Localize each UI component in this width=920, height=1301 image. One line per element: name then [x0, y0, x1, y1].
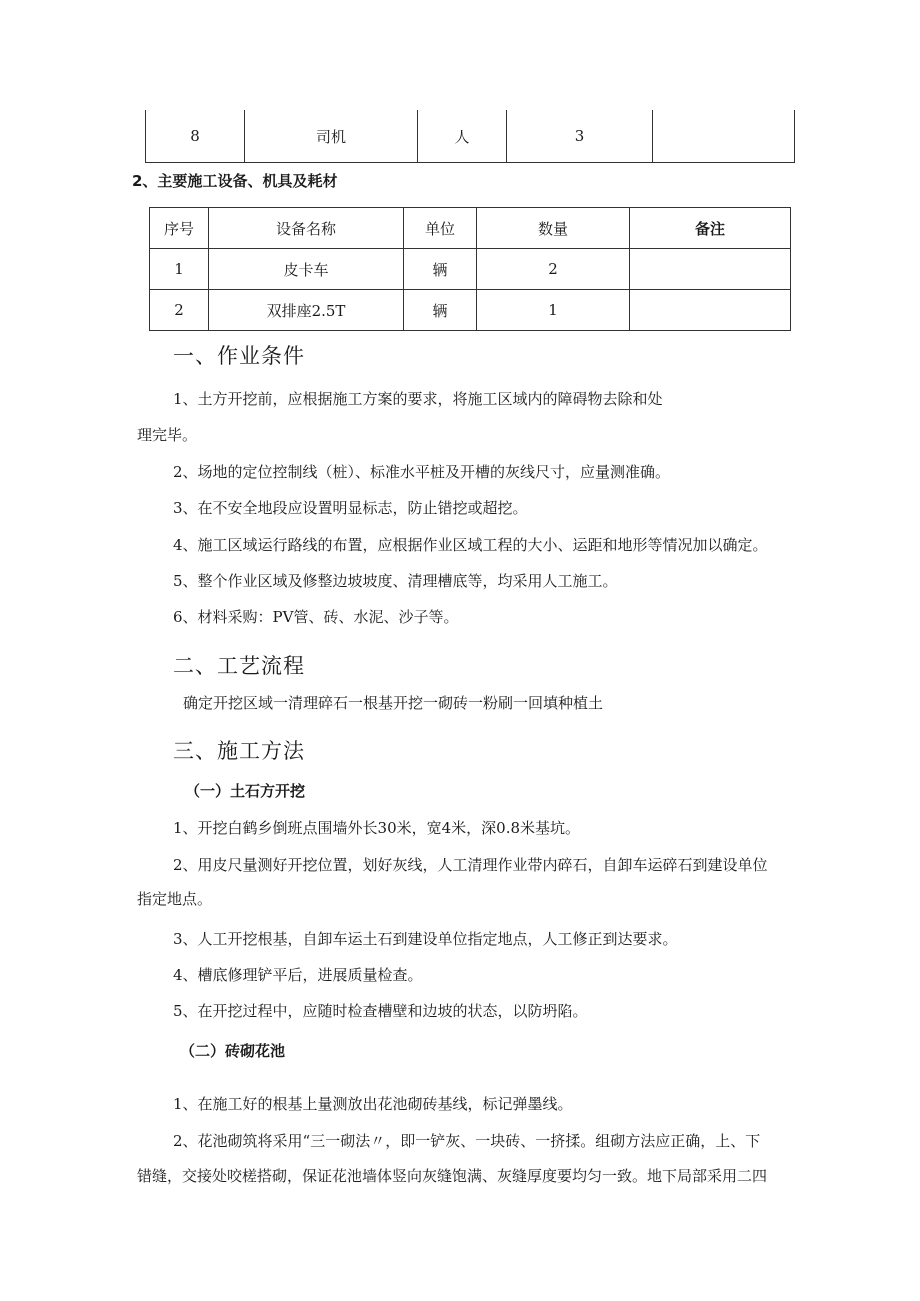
paragraph: 指定地点。	[137, 890, 213, 908]
table-cell: 2	[477, 249, 630, 290]
process-flow: 确定开挖区域一清理碎石一根基开挖一砌砖一粉刷一回填种植土	[183, 694, 604, 712]
column-header: 设备名称	[209, 208, 404, 249]
table-row	[146, 110, 795, 163]
paragraph: 5、整个作业区域及修整边坡坡度、清理槽底等，均采用人工施工。	[173, 572, 618, 590]
table-cell	[630, 249, 791, 290]
table-cell: 辆	[404, 290, 477, 331]
column-header: 单位	[404, 208, 477, 249]
table-cell: 2	[150, 290, 209, 331]
table-cell: 8	[146, 110, 245, 163]
table-cell: 皮卡车	[209, 249, 404, 290]
subsection-title-flowerbed: （二）砖砌花池	[180, 1042, 286, 1060]
paragraph: 理完毕。	[137, 426, 198, 444]
paragraph: 3、在不安全地段应设置明显标志，防止错挖或超挖。	[173, 499, 528, 517]
table-header-row	[150, 208, 791, 249]
paragraph: 4、槽底修理铲平后，进展质量检查。	[173, 966, 423, 984]
section-title-conditions: 一、作业条件	[173, 344, 305, 368]
table-cell: 司机	[245, 110, 418, 163]
paragraph: 4、施工区域运行路线的布置，应根据作业区域工程的大小、运距和地形等情况加以确定。	[173, 536, 768, 554]
table-row	[150, 290, 791, 331]
paragraph: 5、在开挖过程中，应随时检查槽壁和边坡的状态，以防坍陷。	[173, 1002, 588, 1020]
paragraph: 2、花池砌筑将采用“三一砌法〃，即一铲灰、一块砖、一挤揉。组砌方法应正确，上、下	[173, 1132, 761, 1150]
section-title-method: 三、施工方法	[173, 739, 305, 763]
paragraph: 1、开挖白鹤乡倒班点围墙外长30米，宽4米，深0.8米基坑。	[173, 819, 581, 837]
subsection-title-excavation: （一）土石方开挖	[185, 782, 306, 800]
table-cell: 人	[418, 110, 507, 163]
table-cell	[630, 290, 791, 331]
paragraph: 6、材料采购：PV管、砖、水泥、沙子等。	[173, 608, 459, 626]
section-title-process: 二、工艺流程	[173, 654, 305, 678]
paragraph: 2、用皮尺量测好开挖位置，划好灰线，人工清理作业带内碎石，自卸车运碎石到建设单位	[173, 856, 768, 874]
column-header: 序号	[150, 208, 209, 249]
table-cell: 辆	[404, 249, 477, 290]
paragraph: 错缝，交接处咬槎搭砌，保证花池墙体竖向灰缝饱满、灰缝厚度要均匀一致。地下局部采用二四	[137, 1167, 768, 1185]
staff-table-fragment	[145, 110, 795, 163]
table-cell	[653, 110, 795, 163]
table-cell: 1	[477, 290, 630, 331]
section-heading-equipment: 2、主要施工设备、机具及耗材	[132, 172, 338, 190]
column-header: 备注	[630, 208, 791, 249]
paragraph: 1、在施工好的根基上量测放出花池砌砖基线，标记弹墨线。	[173, 1095, 573, 1113]
equipment-table	[149, 207, 791, 331]
table-row	[150, 249, 791, 290]
paragraph: 2、场地的定位控制线（桩）、标准水平桩及开槽的灰线尺寸，应量测准确。	[173, 463, 671, 481]
paragraph: 3、人工开挖根基，自卸车运土石到建设单位指定地点，人工修正到达要求。	[173, 930, 678, 948]
column-header: 数量	[477, 208, 630, 249]
paragraph: 1、土方开挖前，应根据施工方案的要求，将施工区域内的障碍物去除和处	[173, 390, 663, 408]
table-cell: 1	[150, 249, 209, 290]
table-cell: 3	[507, 110, 653, 163]
table-cell: 双排座2.5T	[209, 290, 404, 331]
